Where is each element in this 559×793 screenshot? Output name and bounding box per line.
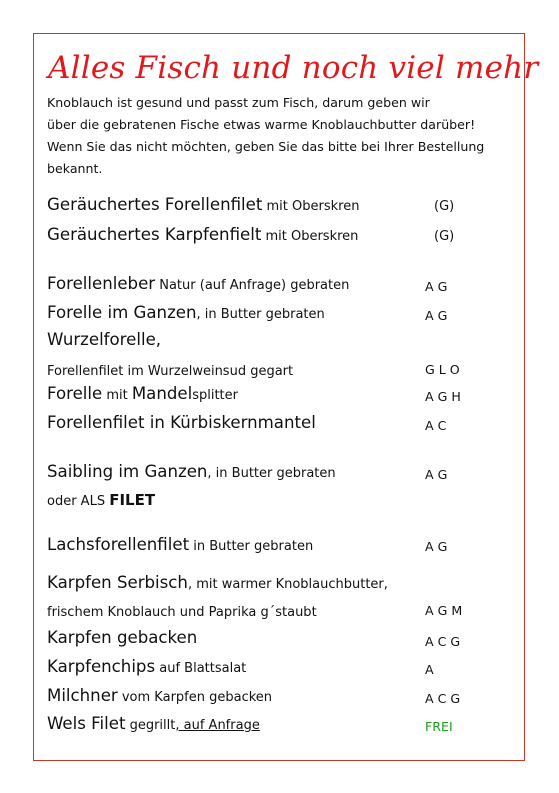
menu-item: [47, 225, 358, 244]
item-desc: , in Butter gebraten: [196, 307, 325, 322]
item-name: Karpfen gebacken: [47, 628, 198, 647]
allergen-codes: A G: [425, 279, 448, 294]
on-request-note: , auf Anfrage: [175, 718, 260, 733]
menu-item: [47, 657, 246, 676]
menu-item: [47, 413, 316, 432]
item-desc: oder ALS: [47, 494, 110, 509]
menu-item: [47, 274, 349, 293]
item-desc: splitter: [192, 388, 238, 403]
menu-item: [47, 686, 272, 705]
item-name: Wels Filet: [47, 714, 126, 733]
item-desc: auf Blattsalat: [155, 661, 247, 676]
item-name: Lachsforellenfilet: [47, 535, 190, 554]
allergen-codes: A G H: [425, 389, 461, 404]
allergen-codes: A G: [425, 308, 448, 323]
menu-item: [47, 195, 359, 214]
item-name: Forellenleber: [47, 274, 156, 293]
item-name: FILET: [109, 491, 156, 509]
intro-line: über die gebratenen Fische etwas warme Knoblauchbutter darüber!: [47, 117, 476, 132]
menu-item: [47, 462, 336, 481]
allergen-codes: A C G: [425, 691, 461, 706]
item-name: Saibling im Ganzen: [47, 462, 208, 481]
intro-line: bekannt.: [47, 161, 103, 176]
item-desc: mit Oberskren: [262, 199, 360, 214]
item-desc: , in Butter gebraten: [207, 466, 336, 481]
allergen-codes-free: FREI: [425, 719, 453, 734]
allergen-codes: G L O: [425, 362, 460, 377]
allergen-codes: A C: [425, 418, 447, 433]
allergen-codes: A G M: [425, 603, 463, 618]
menu-item: [47, 360, 293, 379]
allergen-codes: (G): [434, 229, 455, 244]
item-name: Geräuchertes Forellenfilet: [47, 195, 263, 214]
item-desc: frischem Knoblauch und Paprika g´staubt: [47, 605, 317, 620]
menu-item: [47, 330, 161, 349]
item-name: Milchner: [47, 686, 118, 705]
allergen-codes: A: [425, 662, 434, 677]
allergen-codes: A C G: [425, 634, 461, 649]
menu-item: [47, 601, 317, 620]
item-desc: mit: [102, 388, 132, 403]
menu-item: [47, 535, 313, 554]
item-name: Forellenfilet in Kürbiskernmantel: [47, 413, 316, 432]
item-name: Karpfenchips: [47, 657, 156, 676]
item-desc: mit Oberskren: [261, 229, 359, 244]
allergen-codes: A G: [425, 539, 448, 554]
item-desc: vom Karpfen gebacken: [117, 690, 273, 705]
item-desc: , mit warmer Knoblauchbutter,: [187, 577, 388, 592]
intro-text: [47, 92, 517, 180]
allergen-codes: (G): [434, 199, 455, 214]
menu-item: [47, 628, 197, 647]
menu-item: [47, 490, 155, 509]
menu-item: [47, 573, 388, 592]
menu-title: Alles Fisch und noch viel mehr: [48, 50, 539, 86]
allergen-codes: A G: [425, 467, 448, 482]
item-name: Wurzelforelle,: [47, 330, 162, 349]
item-desc: Forellenfilet im Wurzelweinsud gegart: [47, 364, 294, 379]
menu-item: [47, 384, 238, 403]
item-desc: gegrillt: [125, 718, 176, 733]
menu-item: [47, 714, 260, 733]
item-desc: Natur (auf Anfrage) gebraten: [155, 278, 350, 293]
item-name: Geräuchertes Karpfenfielt: [47, 225, 262, 244]
menu-item: [47, 303, 325, 322]
intro-line: Wenn Sie das nicht möchten, geben Sie das bitte bei Ihrer Bestellung: [47, 139, 485, 154]
item-desc: in Butter gebraten: [189, 539, 314, 554]
intro-line: Knoblauch ist gesund und passt zum Fisch, darum geben wir: [47, 95, 430, 110]
item-name: Karpfen Serbisch: [47, 573, 188, 592]
item-name: Mandel: [131, 384, 193, 403]
item-name: Forelle: [47, 384, 103, 403]
item-name: Forelle im Ganzen: [47, 303, 197, 322]
